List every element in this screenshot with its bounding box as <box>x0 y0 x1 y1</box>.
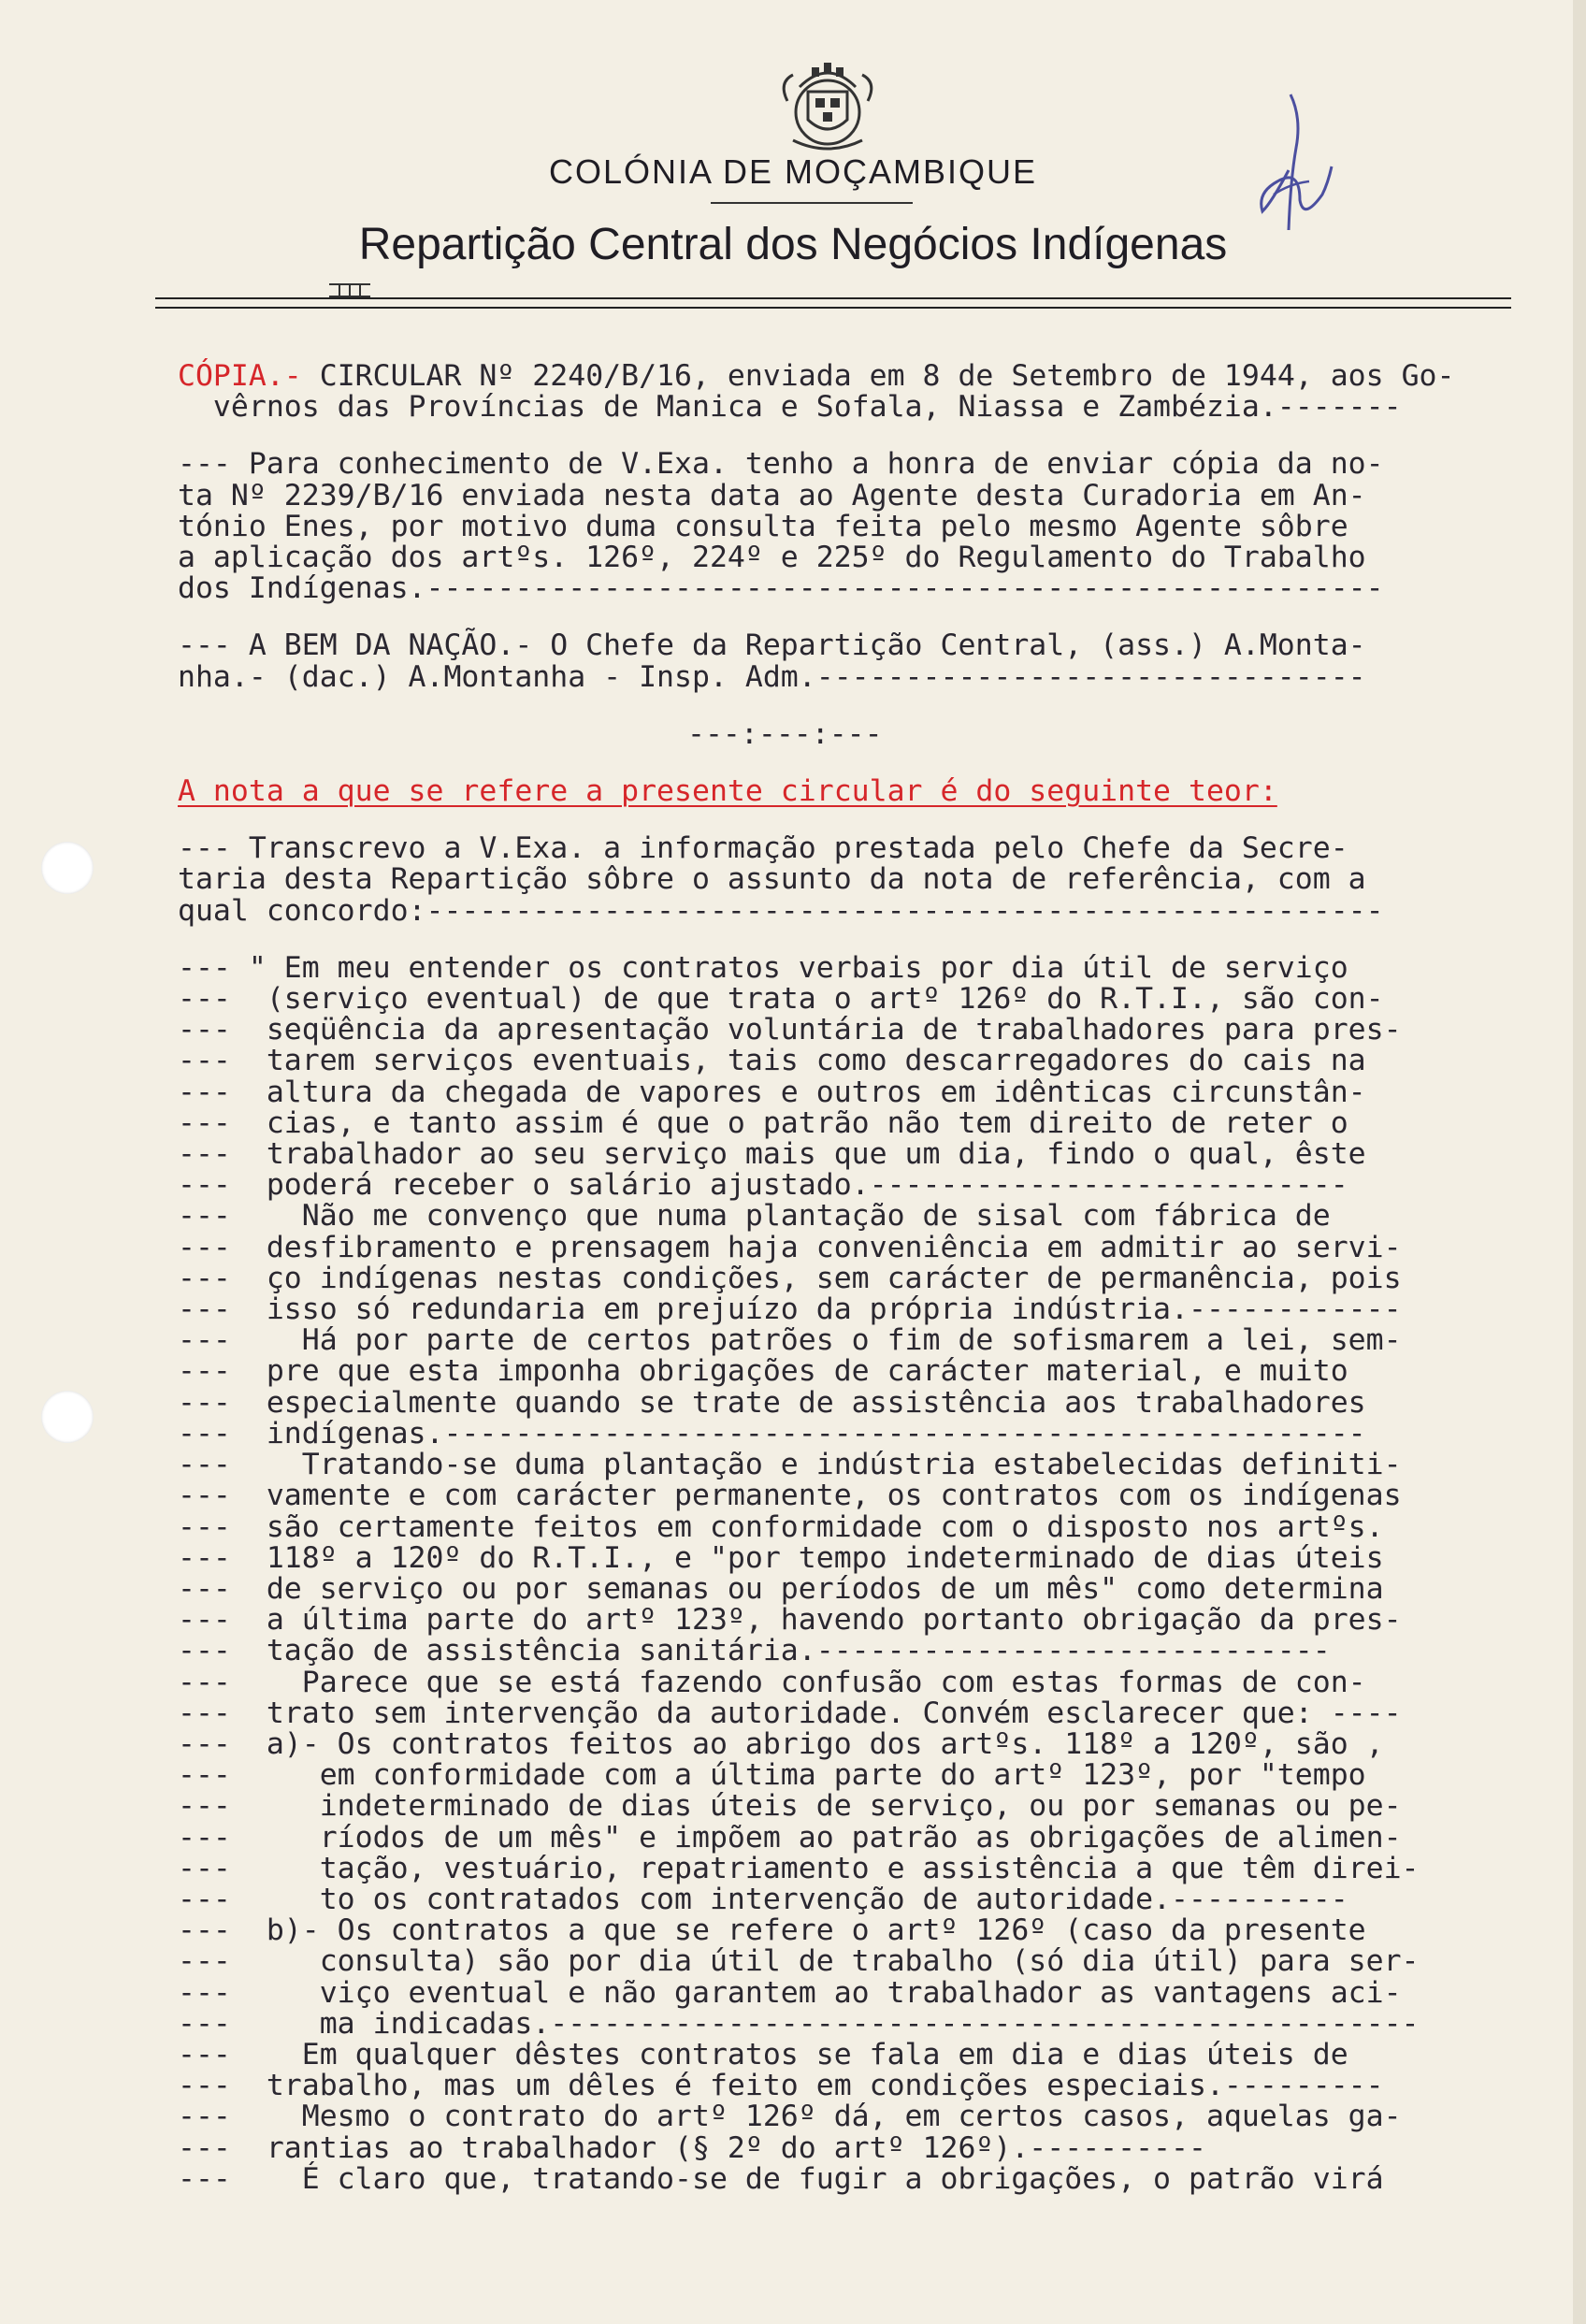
quote-line: --- Há por parte de certos patrões o fim de sofismarem a lei, sem- <box>178 1323 1402 1358</box>
quote-line: --- cias, e tanto assim é que o patrão não tem direito de reter o <box>178 1105 1348 1140</box>
text-line: tónio Enes, por motivo duma consulta feita pelo mesmo Agente sôbre <box>178 509 1348 543</box>
binder-hole <box>41 1391 94 1443</box>
quote-line: --- trabalhador ao seu serviço mais que um dia, findo o qual, êste <box>178 1137 1366 1172</box>
text-line: taria desta Repartição sôbre o assunto da nota de referência, com a <box>178 862 1366 897</box>
text-line: qual concordo:------------------------------------------------------ <box>178 893 1384 928</box>
document-body <box>178 361 1543 2195</box>
quote-line: --- tação de assistência sanitária.----------------------------- <box>178 1634 1331 1668</box>
text-line: ta Nº 2239/B/16 enviada nesta data ao Agente desta Curadoria em An- <box>178 478 1366 512</box>
quote-line: --- " Em meu entender os contratos verbais por dia útil de serviço <box>178 950 1348 985</box>
section-separator: ---:---:--- <box>687 716 883 751</box>
circular-header-line: vêrnos das Províncias de Manica e Sofala, Niassa e Zambézia.------- <box>178 390 1402 425</box>
text-line: --- Transcrevo a V.Exa. a informação prestada pelo Chefe da Secre- <box>178 831 1348 866</box>
title-divider <box>711 202 913 204</box>
header-rule <box>155 307 1511 309</box>
quote-line: --- indígenas.---------------------------------------------------- <box>178 1416 1366 1451</box>
quote-line: --- são certamente feitos em conformidade com o disposto nos artºs. <box>178 1509 1384 1544</box>
quote-line: --- viço eventual e não garantem ao trabalhador as vantagens aci- <box>178 1975 1402 2010</box>
quote-line: --- É claro que, tratando-se de fugir a obrigações, o patrão virá <box>178 2161 1384 2196</box>
quote-line: --- ríodos de um mês" e impõem ao patrão as obrigações de alimen- <box>178 1820 1402 1855</box>
header-rule <box>155 297 1511 299</box>
quote-line: --- a)- Os contratos feitos ao abrigo dos artºs. 118º a 120º, são , <box>178 1726 1384 1761</box>
quote-line: --- Em qualquer dêstes contratos se fala em dia e dias úteis de <box>178 2037 1348 2071</box>
copy-label: CÓPIA.- <box>178 359 302 393</box>
quote-line: --- (serviço eventual) de que trata o artº 126º do R.T.I., são con- <box>178 982 1384 1017</box>
quote-line: --- poderá receber o salário ajustado.--------------------------- <box>178 1168 1348 1203</box>
page-edge <box>1573 0 1586 2324</box>
quote-line: --- tação, vestuário, repatriamento e assistência a que têm direi- <box>178 1851 1420 1885</box>
quote-line: --- em conformidade com a última parte do artº 123º, por "tempo <box>178 1758 1366 1793</box>
coat-of-arms-icon <box>776 54 879 157</box>
quote-line: --- consulta) são por dia útil de trabalho (só dia útil) para ser- <box>178 1944 1420 1979</box>
circular-header-text: CIRCULAR Nº 2240/B/16, enviada em 8 de Setembro de 1944, aos Go- <box>301 359 1455 393</box>
office-title: Repartição Central dos Negócios Indígenas <box>358 220 1228 269</box>
quote-line: --- ma indicadas.------------------------------------------------- <box>178 2006 1420 2041</box>
quote-line: --- seqüência da apresentação voluntária de trabalhadores para pres- <box>178 1013 1402 1047</box>
quote-line: --- Mesmo o contrato do artº 126º dá, em certos casos, aquelas ga- <box>178 2100 1402 2134</box>
quote-line: --- isso só redundaria em prejuízo da própria indústria.------------ <box>178 1292 1402 1327</box>
text-line: a aplicação dos artºs. 126º, 224º e 225º do Regulamento do Trabalho <box>178 541 1366 575</box>
quote-line: --- Não me convenço que numa plantação de sisal com fábrica de <box>178 1199 1331 1234</box>
circular-header-line <box>178 361 1543 392</box>
quote-line: --- indeterminado de dias úteis de serviço, ou por semanas ou pe- <box>178 1789 1402 1824</box>
quote-line: --- tarem serviços eventuais, tais como descarregadores do cais na <box>178 1044 1366 1078</box>
handwritten-initials-icon <box>1234 90 1337 249</box>
quote-line: --- vamente e com carácter permanente, os contratos com os indígenas <box>178 1479 1402 1513</box>
ornament-mark <box>329 283 370 297</box>
text-line: --- Para conhecimento de V.Exa. tenho a honra de enviar cópia da no- <box>178 447 1384 482</box>
text-line: dos Indígenas.------------------------------------------------------ <box>178 571 1384 606</box>
quote-line: --- ço indígenas nestas condições, sem carácter de permanência, pois <box>178 1261 1402 1295</box>
quote-line: --- altura da chegada de vapores e outros em idênticas circunstân- <box>178 1075 1366 1109</box>
quote-line: --- Tratando-se duma plantação e indústria estabelecidas definiti- <box>178 1448 1402 1482</box>
text-line: --- A BEM DA NAÇÃO.- O Chefe da Repartição Central, (ass.) A.Monta- <box>178 628 1366 663</box>
quote-line: --- trato sem intervenção da autoridade. Convém esclarecer que: ---- <box>178 1696 1402 1730</box>
quote-line: --- especialmente quando se trate de assistência aos trabalhadores <box>178 1385 1366 1420</box>
quote-line: --- Parece que se está fazendo confusão com estas formas de con- <box>178 1665 1366 1699</box>
text-line: nha.- (dac.) A.Montanha - Insp. Adm.------------------------------- <box>178 659 1366 694</box>
quote-line: --- trabalho, mas um dêles é feito em condições especiais.--------- <box>178 2069 1384 2103</box>
quote-line: --- rantias ao trabalhador (§ 2º do artº 126º).---------- <box>178 2130 1206 2165</box>
quote-line: --- 118º a 120º do R.T.I., e "por tempo indeterminado de dias úteis <box>178 1540 1384 1575</box>
quoted-information <box>178 950 1543 2196</box>
binder-hole <box>41 842 94 894</box>
note-heading: A nota a que se refere a presente circular é do seguinte teor: <box>178 774 1277 809</box>
colony-title: COLÓNIA DE MOÇAMBIQUE <box>548 152 1038 191</box>
quote-line: --- pre que esta imponha obrigações de carácter material, e muito <box>178 1354 1348 1389</box>
quote-line: --- de serviço ou por semanas ou períodos de um mês" como determina <box>178 1571 1384 1606</box>
quote-line: --- b)- Os contratos a que se refere o artº 126º (caso da presente <box>178 1913 1366 1948</box>
quote-line: --- to os contratados com intervenção de autoridade.---------- <box>178 1882 1348 1916</box>
quote-line: --- desfibramento e prensagem haja conveniência em admitir ao servi- <box>178 1230 1402 1264</box>
quote-line: --- a última parte do artº 123º, havendo portanto obrigação da pres- <box>178 1603 1402 1638</box>
